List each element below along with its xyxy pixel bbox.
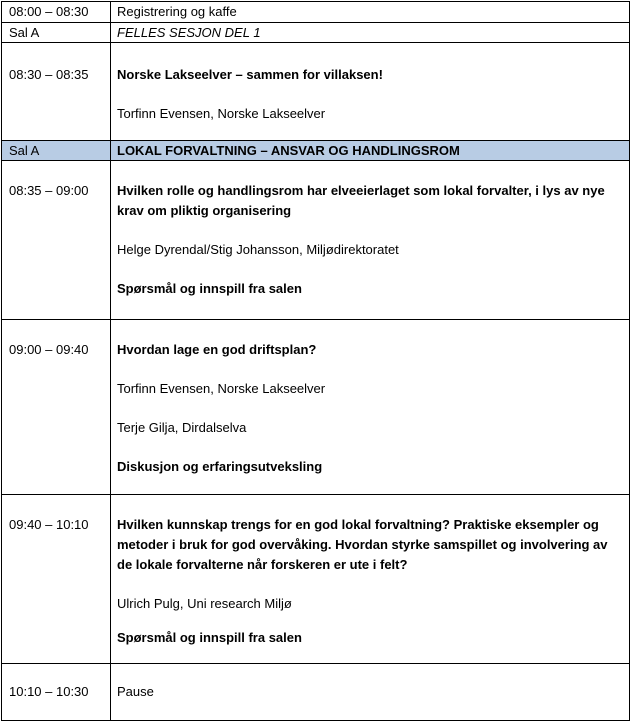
program-row (2, 664, 630, 721)
program-row (2, 320, 630, 495)
program-row (2, 141, 630, 161)
speaker: Ulrich Pulg, Uni research Miljø (117, 596, 292, 611)
row-content (111, 161, 630, 320)
row-text: Registrering og kaffe (111, 2, 630, 23)
program-row (2, 161, 630, 320)
row-time: 08:30 – 08:35 (9, 67, 89, 82)
program-row (2, 495, 630, 664)
row-time-cell (2, 161, 111, 320)
talk-title: Hvordan lage en god driftsplan? (117, 342, 317, 357)
program-row (2, 2, 630, 23)
row-time-cell (2, 320, 111, 495)
program-table (1, 1, 630, 721)
row-time: Sal A (2, 141, 111, 161)
row-time-cell (2, 664, 111, 721)
talk-note: Diskusjon og erfaringsutveksling (117, 459, 323, 474)
talk-note: Spørsmål og innspill fra salen (117, 281, 302, 296)
row-time: 08:00 – 08:30 (2, 2, 111, 23)
row-text: Pause (117, 684, 154, 699)
row-content (111, 320, 630, 495)
row-time-cell (2, 495, 111, 664)
program-row (2, 43, 630, 141)
speaker: Torfinn Evensen, Norske Lakseelver (117, 381, 326, 396)
row-time: 10:10 – 10:30 (9, 684, 89, 699)
talk-title: Hvilken kunnskap trengs for en god lokal forvaltning? Praktiske eksempler og metoder i bruk for god overvåking. Hvordan styrke samspillet og involvering av de lokale forvalterne når forskeren er ute i felt? (117, 517, 608, 572)
talk-title: Hvilken rolle og handlingsrom har elveeierlaget som lokal forvalter, i lys av nye krav om pliktig organisering (117, 183, 605, 218)
row-time: 08:35 – 09:00 (9, 183, 89, 198)
speaker: Helge Dyrendal/Stig Johansson, Miljødirektoratet (117, 242, 399, 257)
row-content (111, 43, 630, 141)
speaker: Torfinn Evensen, Norske Lakseelver (117, 106, 326, 121)
row-time: 09:00 – 09:40 (9, 342, 89, 357)
program-row (2, 23, 630, 43)
row-time: Sal A (2, 23, 111, 43)
session-title: FELLES SESJON DEL 1 (111, 23, 630, 43)
talk-title: Norske Lakseelver – sammen for villaksen! (117, 67, 383, 82)
talk-note: Spørsmål og innspill fra salen (117, 630, 302, 645)
session-title: LOKAL FORVALTNING – ANSVAR OG HANDLINGSROM (111, 141, 630, 161)
speaker: Terje Gilja, Dirdalselva (117, 420, 247, 435)
row-content (111, 495, 630, 664)
row-content (111, 664, 630, 721)
row-time-cell (2, 43, 111, 141)
row-time: 09:40 – 10:10 (9, 517, 89, 532)
